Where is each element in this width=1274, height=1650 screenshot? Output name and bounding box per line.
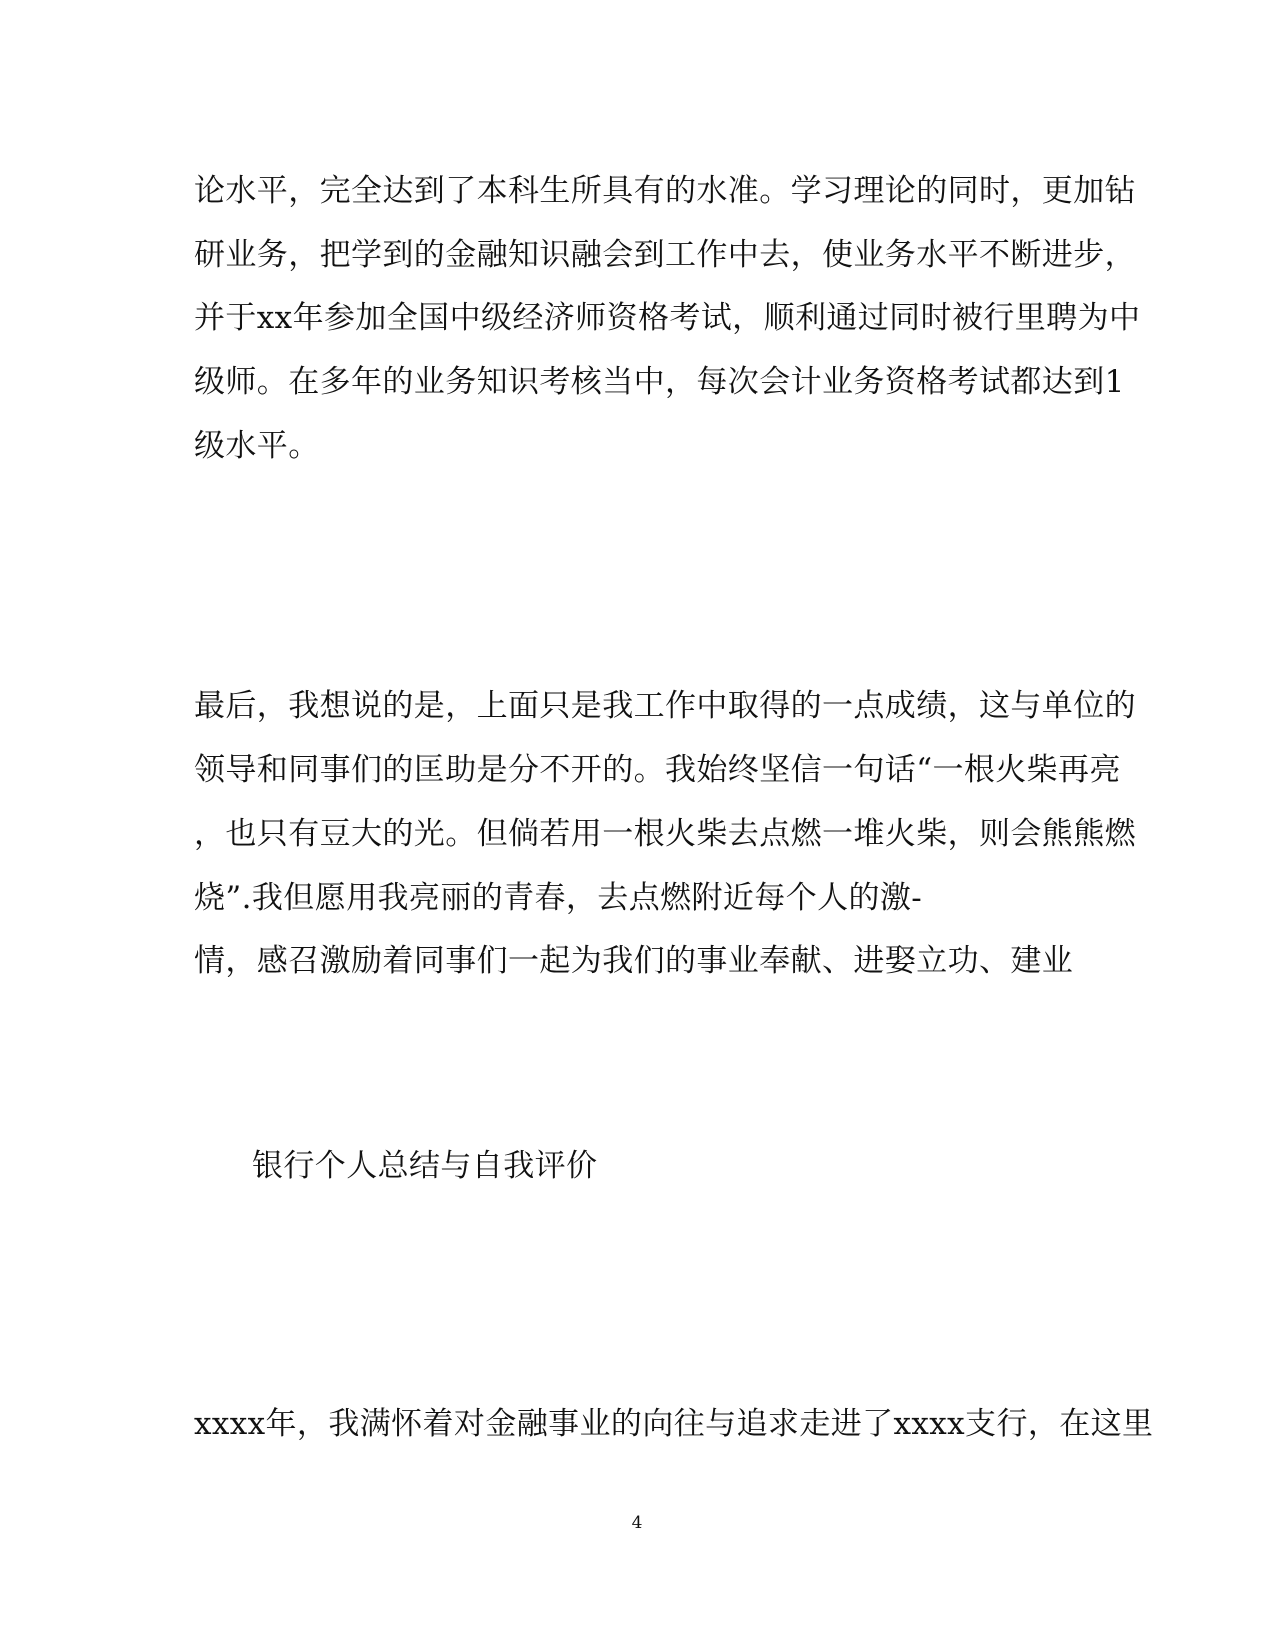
page-number: 4 (631, 1513, 643, 1533)
paragraph-2-line-2: 领导和同事们的匡助是分不开的。我始终坚信一句话“一根火柴再亮 (194, 752, 1121, 788)
paragraph-2-line-3: ，也只有豆大的光。但倘若用一根火柴去点燃一堆火柴，则会熊熊燃 (194, 816, 1136, 852)
paragraph-1-line-3: 并于xx年参加全国中级经济师资格考试，顺利通过同时被行里聘为中 (194, 300, 1141, 336)
section-heading: 银行个人总结与自我评价 (252, 1148, 598, 1184)
paragraph-1-line-1: 论水平，完全达到了本科生所具有的水准。学习理论的同时，更加钻 (194, 173, 1136, 209)
paragraph-1-line-5: 级水平。 (194, 428, 320, 464)
paragraph-2-line-5: 情，感召激励着同事们一起为我们的事业奉献、进娶立功、建业 (194, 943, 1074, 979)
paragraph-2-line-4: 烧”.我但愿用我亮丽的青春，去点燃附近每个人的激- (194, 880, 923, 916)
paragraph-2-line-1: 最后，我想说的是，上面只是我工作中取得的一点成绩，这与单位的 (194, 688, 1136, 724)
paragraph-3-line-1: xxxx年，我满怀着对金融事业的向往与追求走进了xxxx支行，在这里 (194, 1406, 1154, 1442)
paragraph-1-line-2: 研业务，把学到的金融知识融会到工作中去，使业务水平不断进步， (194, 237, 1136, 273)
paragraph-1-line-4: 级师。在多年的业务知识考核当中，每次会计业务资格考试都达到1 (194, 364, 1125, 400)
